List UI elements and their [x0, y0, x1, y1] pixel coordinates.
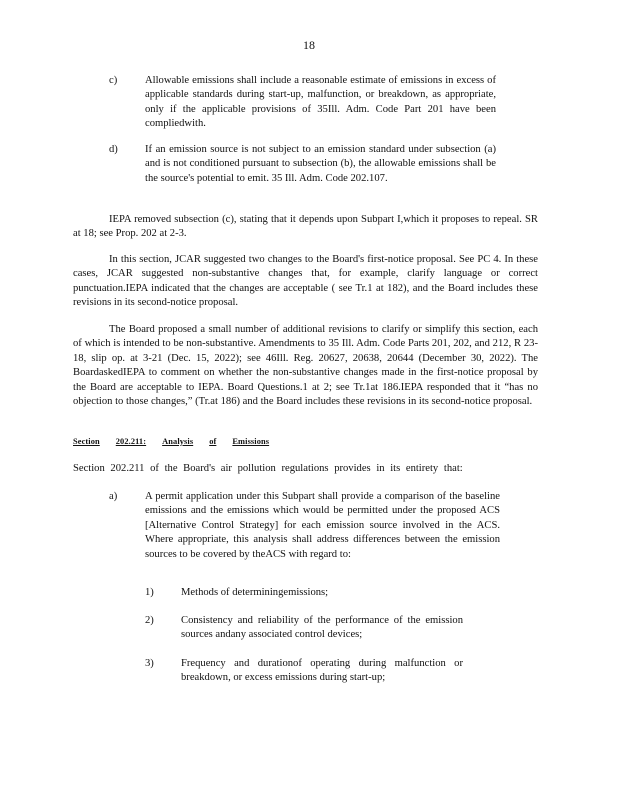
paragraph-jcar-changes: In this section, JCAR suggested two changes to the Board's first-notice proposal. See PC 4. In these cases, JCAR suggested non-substantive changes that, for example, clarify language or correct punctuation.IEPA indicated that the changes are acceptable ( see Tr.1 at 182), and the Board includes these revisions in its second-notice proposal. [73, 254, 538, 309]
item-a-text: A permit application under this Subpart shall provide a comparison of the baseline emissions and the emissions which would be permitted under the proposed ACS [Alternative Control Strategy] for each emission source involved in the ACS. Where appropriate, this analysis shall address differences between the emission sources to be covered by theACS with regard to: [145, 491, 500, 560]
numbered-1-label: 1) [145, 587, 154, 598]
item-a-label: a) [109, 491, 118, 502]
item-c-label: c) [109, 75, 118, 86]
section-heading [73, 437, 285, 446]
paragraph-board-revisions: The Board proposed a small number of additional revisions to clarify or simplify this section, each of which is intended to be non-substantive. Amendments to 35 Ill. Adm. Code Parts 201, 202, and 212, R 23-18, slip op. at 3-21 (Dec. 15, 2022); see 46Ill. Reg. 20627, 20638, 20644 (December 30, 2022). The BoardaskedIEPA to comment on whether the non-substantive changes made in the first-notice proposal by the Board are acceptable to IEPA. Board Questions.1 at 2; see Tr.1at 186.IEPA responded that it “has no objection to those changes,” (Tr.at 186) and the Board includes these revisions in its second-notice proposal. [73, 324, 538, 408]
section-heading-title-b: of [209, 437, 217, 446]
section-heading-label: Section [73, 437, 100, 446]
item-d-label: d) [109, 144, 118, 155]
numbered-2-label: 2) [145, 615, 154, 626]
section-heading-title-a: Analysis [162, 437, 194, 446]
item-c-text: Allowable emissions shall include a reasonable estimate of emissions in excess of applicable standards during start-up, malfunction, or breakdown, as appropriate, only if the applicable provisions of 35Ill. Adm. Code Part 201 have been compliedwith. [145, 75, 496, 130]
paragraph-iepa-removed: IEPA removed subsection (c), stating that it depends upon Subpart I,which it proposes to repeal. SR at 18; see Prop. 202 at 2-3. [73, 214, 538, 240]
numbered-3-label: 3) [145, 658, 154, 669]
page-number: 18 [303, 38, 315, 52]
numbered-1-text: Methods of determiningemissions; [181, 587, 329, 598]
section-heading-number: 202.211: [115, 437, 147, 446]
section-intro: Section 202.211 of the Board's air pollution regulations provides in its entirety that: [73, 463, 463, 474]
item-d-text: If an emission source is not subject to an emission standard under subsection (a) and is not conditioned pursuant to subsection (b), the allowable emissions shall be the source's potential to emit. 35 Ill. Adm. Code 202.107. [145, 144, 496, 184]
section-heading-title-c: Emissions [232, 437, 270, 446]
numbered-2-text: Consistency and reliability of the performance of the emission sources andany associated control devices; [181, 615, 463, 641]
numbered-3-text: Frequency and durationof operating during malfunction or breakdown, or excess emissions during start-up; [181, 658, 463, 684]
